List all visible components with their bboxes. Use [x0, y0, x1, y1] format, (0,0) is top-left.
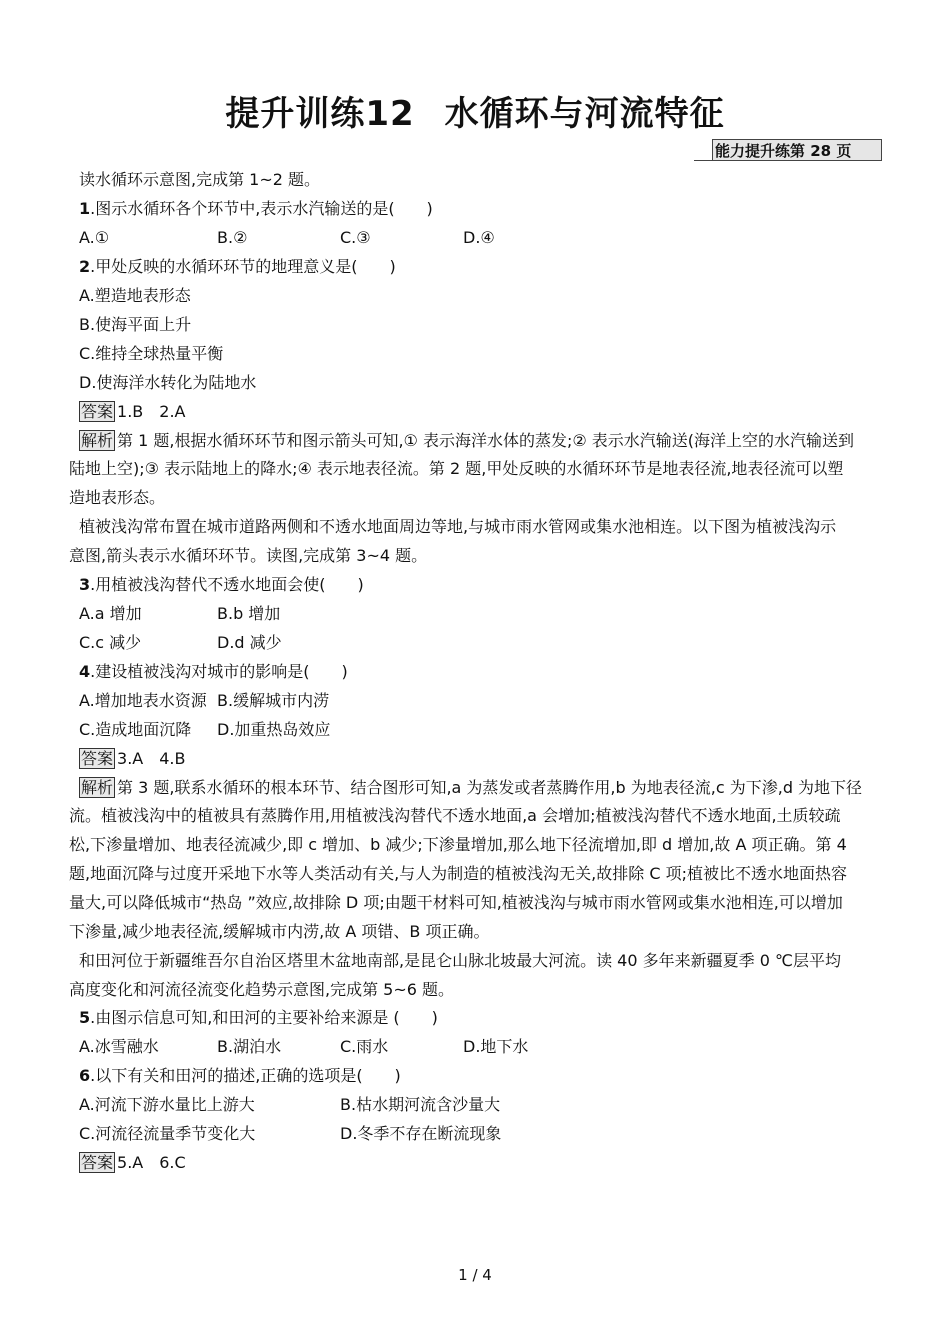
answer-1-2: 答案 1.B 2.A — [81, 402, 186, 421]
answer-5-6: 答案 5.A 6.C — [81, 1153, 186, 1172]
question-1-options — [79, 228, 495, 248]
option: B.缓解城市内涝 — [217, 691, 330, 710]
analysis-line: 量大,可以降低城市“热岛 ”效应,故排除 D 项;由题干材料可知,植被浅沟与城市雨水管网或集水池相连,可以增加 — [69, 893, 843, 912]
intro-2: 植被浅沟常布置在城市道路两侧和不透水地面周边等地,与城市雨水管网或集水池相连。以下图为植被浅沟示 — [79, 517, 837, 536]
question-5: 5.由图示信息可知,和田河的主要补给来源是 ( ) — [79, 1008, 438, 1027]
option: A.a 增加 — [79, 604, 142, 623]
answer-tag: 答案 — [81, 402, 114, 421]
answer-tag: 答案 — [81, 1153, 114, 1172]
question-4: 4.建设植被浅沟对城市的影响是( ) — [79, 662, 348, 681]
analysis-line: 造地表形态。 — [69, 488, 166, 507]
intro-3: 和田河位于新疆维吾尔自治区塔里木盆地南部,是昆仑山脉北坡最大河流。读 40 多年来新疆夏季 0 ℃层平均 — [79, 951, 841, 970]
analysis-line: 下渗量,减少地表径流,缓解城市内涝,故 A 项错、B 项正确。 — [69, 922, 490, 941]
option: D.冬季不存在断流现象 — [340, 1124, 502, 1143]
intro-2-line: 意图,箭头表示水循环环节。读图,完成第 3~4 题。 — [69, 546, 428, 565]
option: C.维持全球热量平衡 — [79, 344, 224, 363]
option: B.湖泊水 — [217, 1037, 282, 1056]
option: B.使海平面上升 — [79, 315, 192, 334]
answer-tag: 答案 — [81, 749, 114, 768]
question-4-options — [79, 720, 330, 740]
page-number: 1 / 4 — [458, 1266, 492, 1284]
option: D.地下水 — [463, 1037, 529, 1056]
option: C.③ — [340, 228, 371, 247]
question-4-options — [79, 691, 329, 711]
option: C.c 减少 — [79, 633, 142, 652]
question-6-options — [79, 1124, 501, 1144]
option: D.加重热岛效应 — [217, 720, 331, 739]
option: A.冰雪融水 — [79, 1037, 159, 1056]
option: D.使海洋水转化为陆地水 — [79, 373, 257, 392]
question-6-options — [79, 1095, 500, 1115]
question-5-options — [79, 1037, 528, 1057]
option: C.河流径流量季节变化大 — [79, 1124, 256, 1143]
analysis-line: 流。植被浅沟中的植被具有蒸腾作用,用植被浅沟替代不透水地面,a 会增加;植被浅沟替代不透水地面,土质较疏 — [69, 806, 841, 825]
option: B.② — [217, 228, 248, 247]
analysis-1-2: 解析 第 1 题,根据水循环环节和图示箭头可知,① 表示海洋水体的蒸发;② 表示水汽输送(海洋上空的水汽输送到 — [81, 431, 855, 450]
ref-rule — [694, 160, 714, 161]
question-3-options — [79, 633, 282, 653]
option: A.增加地表水资源 — [79, 691, 207, 710]
question-3-options — [79, 604, 280, 624]
analysis-3-4: 解析 第 3 题,联系水循环的根本环节、结合图形可知,a 为蒸发或者蒸腾作用,b 为地表径流,c 为下渗,d 为地下径 — [81, 778, 863, 797]
intro-3-line: 高度变化和河流径流变化趋势示意图,完成第 5~6 题。 — [69, 980, 455, 999]
option: D.④ — [463, 228, 495, 247]
option: B.枯水期河流含沙量大 — [340, 1095, 501, 1114]
option: A.① — [79, 228, 110, 247]
analysis-tag: 解析 — [81, 778, 114, 797]
page-title — [0, 86, 950, 135]
question-3: 3.用植被浅沟替代不透水地面会使( ) — [79, 575, 364, 594]
question-1: 1.图示水循环各个环节中,表示水汽输送的是( ) — [79, 199, 433, 218]
intro-1: 读水循环示意图,完成第 1~2 题。 — [79, 170, 321, 189]
analysis-line: 松,下渗量增加、地表径流减少,即 c 增加、b 减少;下渗量增加,那么地下径流增加,即 d 增加,故 A 项正确。第 4 — [69, 835, 847, 854]
title-topic: 水循环与河流特征 — [444, 94, 725, 134]
analysis-line: 陆地上空);③ 表示陆地上的降水;④ 表示地表径流。第 2 题,甲处反映的水循环环节是地表径流,地表径流可以塑 — [69, 459, 844, 478]
title-number: 提升训练12 — [225, 94, 415, 134]
option: D.d 减少 — [217, 633, 282, 652]
analysis-tag: 解析 — [81, 431, 114, 450]
option: B.b 增加 — [217, 604, 281, 623]
option: C.造成地面沉降 — [79, 720, 192, 739]
option: C.雨水 — [340, 1037, 389, 1056]
reference-tag: 能力提升练第 28 页 — [712, 139, 882, 161]
analysis-line: 题,地面沉降与过度开采地下水等人类活动有关,与人为制造的植被浅沟无关,故排除 C 项;植被比不透水地面热容 — [69, 864, 847, 883]
answer-3-4: 答案 3.A 4.B — [81, 749, 186, 768]
option: A.塑造地表形态 — [79, 286, 191, 305]
question-6: 6.以下有关和田河的描述,正确的选项是( ) — [79, 1066, 401, 1085]
question-2: 2.甲处反映的水循环环节的地理意义是( ) — [79, 257, 396, 276]
option: A.河流下游水量比上游大 — [79, 1095, 255, 1114]
